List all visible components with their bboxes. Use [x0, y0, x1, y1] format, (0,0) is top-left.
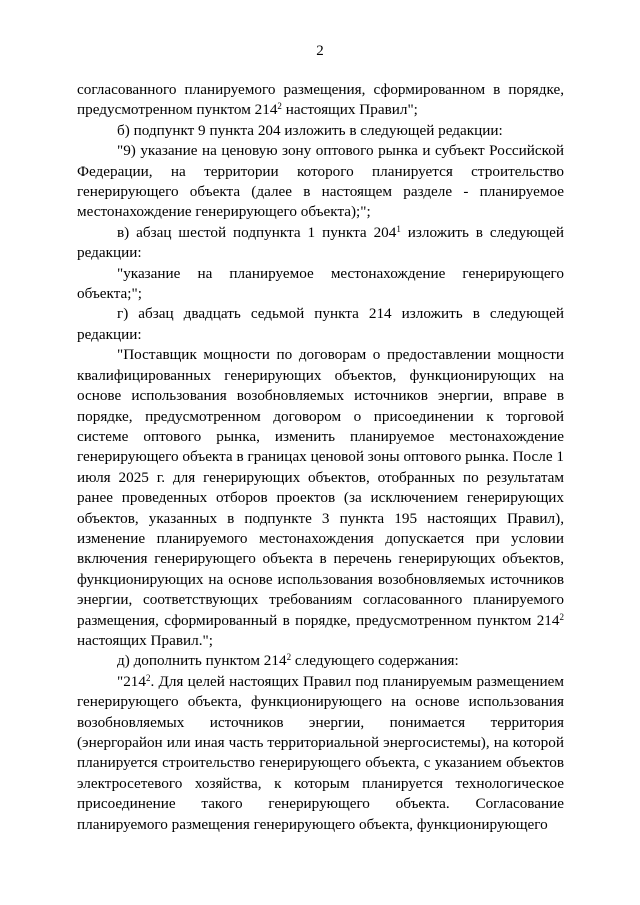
text-run: . Для целей настоящих Правил под планируемым размещением генерирующего объекта, функционирующего на основе использования возобновляемых источников энергии, понимается территория (энергорайон или иная часть территориальной энергосистемы), на которой планируется строительство генерирующего объекта, с указанием объектов электросетевого хозяйства, к которым планируется технологическое присоединение такого генерирующего объекта. Согласование планируемого размещения генерирующего объекта, функционирующего — [77, 672, 564, 833]
paragraph-p8 — [77, 651, 564, 671]
superscript: 1 — [396, 223, 401, 234]
text-run: в) абзац шестой подпункта 1 пункта 204 — [117, 223, 397, 241]
text-run: "указание на планируемое местонахождение генерирующего объекта;"; — [77, 264, 564, 303]
superscript: 2 — [145, 672, 151, 683]
text-run: г) абзац двадцать седьмой пункта 214 изложить в следующей редакции: — [77, 305, 564, 343]
text-run: "Поставщик мощности по договорам о предоставлении мощности квалифицированных генерирующих объектов, функционирующих на основе использования возобновляемых источников энергии, вправе в порядке, предусмотренном договором о присоединении к торговой системе оптового рынка, изменить планируемое местонахождение генерирующего объекта в границах ценовой зоны оптового рынка. После 1 июля 2025 г. для генерирующих объектов, отобранных по результатам ранее проведенных отборов проектов (за исключением генерирующих объектов, указанных в подпункте 3 пункта 195 настоящих Правил), изменение планируемого местонахождения допускается при условии включения генерирующего объекта в перечень генерирующих объектов, функционирующих на основе использования возобновляемых источников энергии, соответствующих требованиям согласованного планируемого размещения, сформированный в порядке, предусмотренном пунктом 214 — [77, 346, 564, 629]
text-run: согласованного планируемого размещения, сформированном в порядке, предусмотренном пунктом 214 — [77, 81, 564, 119]
paragraph-p9 — [77, 672, 564, 835]
document-body — [77, 80, 564, 835]
paragraph-p3 — [77, 141, 564, 223]
paragraph-p7 — [77, 345, 564, 651]
superscript: 2 — [559, 611, 564, 622]
text-run: "214 — [117, 672, 146, 690]
text-run: настоящих Правил"; — [281, 101, 418, 119]
text-run: изложить в следующей редакции: — [77, 223, 564, 262]
paragraph-p2 — [77, 121, 564, 141]
text-run: "9) указание на ценовую зону оптового рынка и субъект Российской Федерации, на территории которого планируется строительство генерирующего объекта (далее в настоящем разделе - планируемое местонахождение генерирующего объекта);"; — [77, 142, 564, 221]
paragraph-p5 — [77, 264, 564, 305]
superscript: 2 — [286, 652, 292, 663]
text-run: следующего содержания: — [291, 652, 459, 670]
paragraph-p1 — [77, 80, 564, 121]
text-run: д) дополнить пунктом 214 — [117, 652, 287, 670]
page-number: 2 — [316, 43, 324, 59]
paragraph-p4 — [77, 223, 564, 264]
superscript: 2 — [277, 101, 282, 112]
text-run: настоящих Правил."; — [77, 631, 213, 649]
text-run: б) подпункт 9 пункта 204 изложить в следующей редакции: — [117, 121, 503, 139]
paragraph-p6 — [77, 304, 564, 345]
